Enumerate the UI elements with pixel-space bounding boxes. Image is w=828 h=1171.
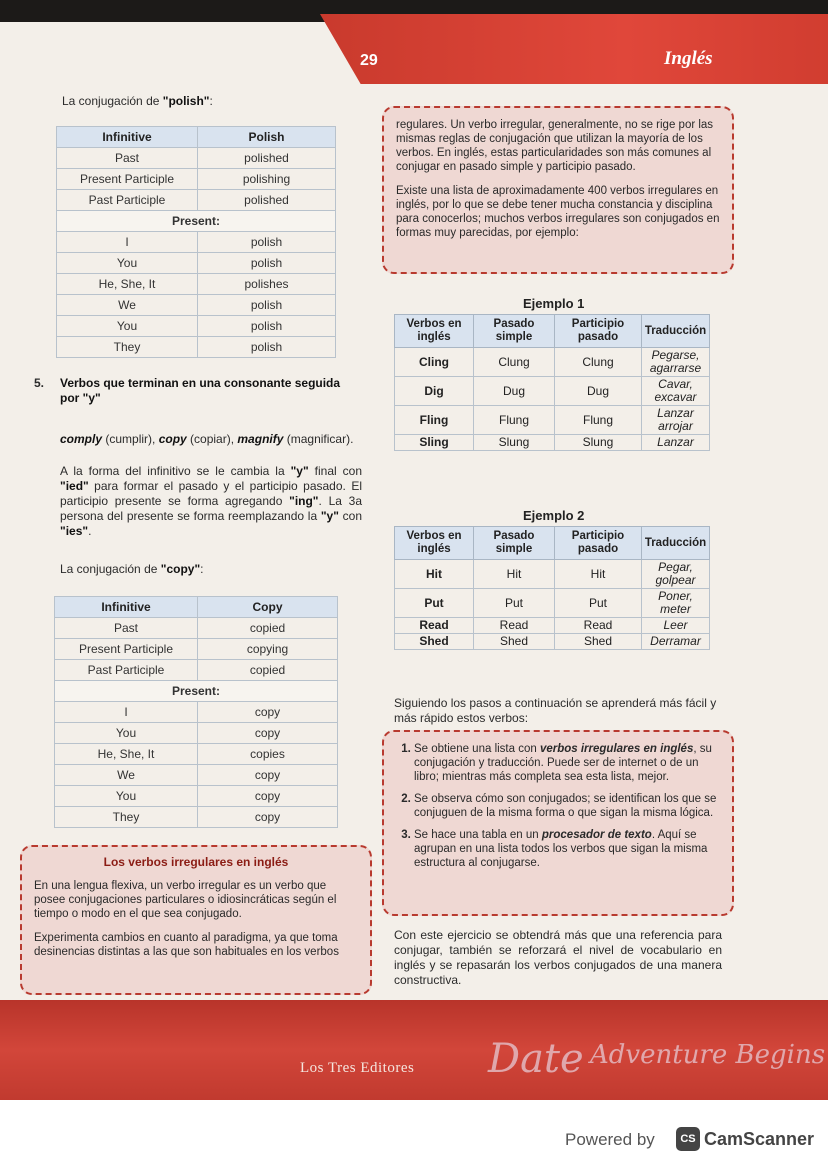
steps-box: [382, 730, 734, 916]
closing-paragraph: Con este ejercicio se obtendrá más que una referencia para conjugar, también se reforzará el nivel de vocabulario en inglés y se repasarán los verbos conjugados de una manera constructiva.: [394, 928, 722, 987]
steps-intro: Siguiendo los pasos a continuación se aprenderá más fácil y más rápido estos verbos:: [394, 696, 717, 725]
rule5-explanation: A la forma del infinitivo se le cambia la "y" final con "ied" para formar el pasado y el participio pasado. El participio presente se forma agregando "ing". La 3a persona del presente se forma reemplazando la "y" con "ies".: [60, 464, 362, 538]
example1-title: Ejemplo 1: [523, 296, 585, 311]
copy-table: Infinitive Copy Past copied Present Participle copying Past Participle copied Present: I copy You copy He, She, It copies We copy You copy They copy: [54, 596, 338, 828]
example2-title: Ejemplo 2: [523, 508, 585, 523]
page-number: 29: [360, 52, 378, 69]
deco-lettering-2: Adventure Begins: [590, 1040, 826, 1070]
publisher-name: Los Tres Editores: [300, 1060, 415, 1076]
example1-table: Verbos en inglés Pasado simple Participio pasado Traducción Cling Clung Clung Pegarse, agarrarse Dig Dug Dug Cavar, excavar Fling Flung Flung Lanzar arrojar Sling Slung Slung Lanzar: [394, 314, 710, 451]
irregular-box-p2: Experimenta cambios en cuanto al paradigma, ya que toma desinencias distintas a las que son habituales en los verbos: [34, 932, 339, 958]
page-title: Inglés: [664, 48, 713, 69]
steps-list: [388, 742, 720, 870]
header-band: [320, 14, 828, 84]
rule5-number: 5.: [34, 376, 45, 390]
polish-table: Infinitive Polish Past polished Present Participle polishing Past Participle polished Present: I polish You polish He, She, It polishes We polish You polish They polish: [56, 126, 336, 358]
irregular-box-title: Los verbos irregulares en inglés: [103, 855, 289, 869]
copy-intro: La conjugación de "copy":: [60, 562, 204, 576]
camscanner-brand: CamScanner: [704, 1129, 815, 1149]
powered-by-label: Powered by: [565, 1130, 655, 1149]
irregular-verbs-box: [20, 845, 372, 995]
irregular-continued-box: [382, 106, 734, 274]
top-box-p1: regulares. Un verbo irregular, generalmente, no se rige por las mismas reglas de conjugación que utilizan la mayoría de los verbos. En inglés, estas particularidades son más comunes al conjugar en pasado simple y participio pasado.: [396, 119, 714, 173]
example2-table: Verbos en inglés Pasado simple Participio pasado Traducción Hit Hit Hit Pegar, golpear Put Put Put Poner, meter Read Read Read Leer Shed Shed Shed Derramar: [394, 526, 710, 650]
rule5-title: Verbos que terminan en una consonante seguida por "y": [60, 376, 341, 405]
top-box-p2: Existe una lista de aproximadamente 400 verbos irregulares en inglés, por lo que se debe tener mucha constancia y disciplina para conocerlos; muchos verbos irregulares son conjugados en formas muy parecidas, por ejemplo:: [396, 185, 720, 239]
rule5-examples: comply (cumplir), copy (copiar), magnify (magnificar).: [60, 432, 354, 446]
camscanner-logo-icon: CS: [676, 1127, 700, 1151]
step-2: 2. Se observa cómo son conjugados; se identifican los que se conjuguen de la misma forma o que sigan la misma lógica.: [414, 792, 720, 820]
polish-intro: La conjugación de "polish":: [62, 94, 213, 108]
deco-lettering: Date: [488, 1036, 584, 1082]
irregular-box-p1: En una lengua flexiva, un verbo irregular es un verbo que posee conjugaciones particulares o idiosincráticas según el tiempo o modo en el que sea conjugado.: [34, 880, 337, 920]
step-3: 3. Se hace una tabla en un procesador de texto. Aquí se agrupan en una lista todos los verbos que sigan la misma estructura al conjugarse.: [414, 828, 720, 870]
step-1: 1. Se obtiene una lista con verbos irregulares en inglés, su conjugación y traducción. Puede ser de internet o de un libro; mientras más completa sea esta lista, mejor.: [414, 742, 720, 784]
